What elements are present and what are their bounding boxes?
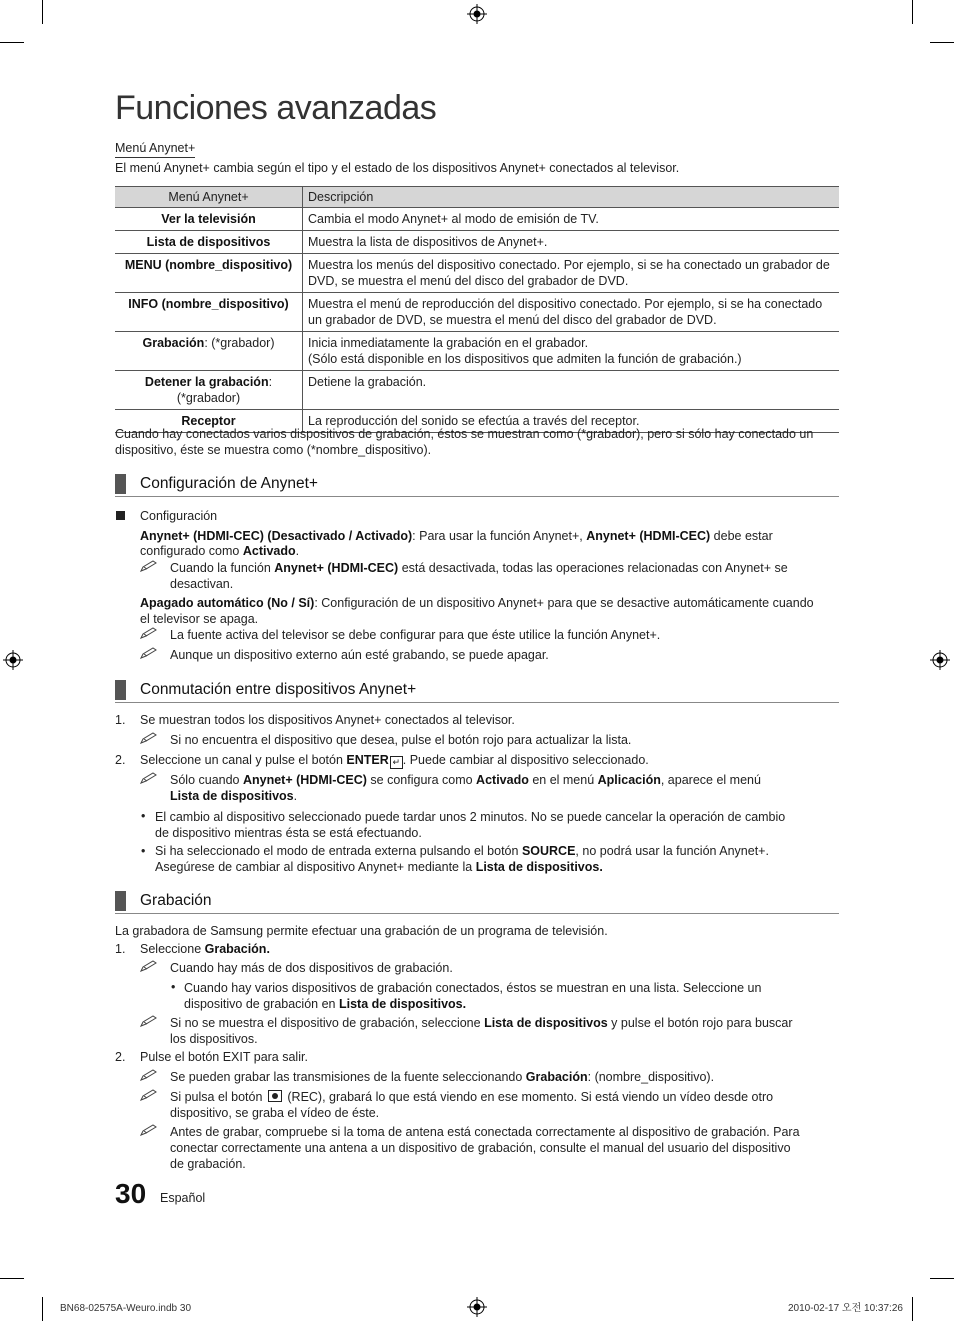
switch-step-2-note: Sólo cuando Anynet+ (HDMI-CEC) se configura como Activado en el menú Aplicación, aparece el menú Lista de dispositivos.	[170, 773, 761, 803]
row-description: La reproducción del sonido se efectúa a través del receptor.	[303, 410, 840, 433]
row-description: Detiene la grabación.	[303, 371, 840, 410]
section-bar	[115, 891, 126, 911]
switch-step-1-note: Si no encuentra el dispositivo que desea, pulse el botón rojo para actualizar la lista.	[170, 733, 632, 747]
crop-mark	[0, 1278, 24, 1279]
registration-mark-icon	[467, 4, 487, 24]
section-title: Conmutación entre dispositivos Anynet+	[140, 681, 417, 698]
row-description: Muestra el menú de reproducción del dispositivo conectado. Por ejemplo, si se ha conectado un grabador de DVD, se muestra el menú del disco del grabador de DVD.	[303, 293, 840, 332]
note-pencil-icon	[140, 559, 156, 573]
bullet-dot-icon: •	[141, 809, 146, 823]
table-row	[115, 208, 839, 231]
rec-note-1: Cuando hay más de dos dispositivos de grabación.	[170, 961, 453, 975]
config-hdmi-cec-line: Anynet+ (HDMI-CEC) (Desactivado / Activado): Para usar la función Anynet+, Anynet+ (HDMI-CEC) debe estar	[140, 529, 773, 543]
row-menu: Receptor	[115, 410, 303, 433]
step-number: 2.	[115, 1050, 126, 1064]
config-note-1: Cuando la función Anynet+ (HDMI-CEC) está desactivada, todas las operaciones relacionadas con Anynet+ se desactivan.	[170, 561, 788, 591]
crop-mark	[0, 42, 24, 43]
config-auto-off: Apagado automático (No / Sí): Configuración de un dispositivo Anynet+ para que se desactive automáticamente cuando el televisor se apaga.	[140, 596, 814, 626]
note-pencil-icon	[140, 731, 156, 745]
footer-date: 2010-02-17 오전 10:37:26	[788, 1303, 903, 1314]
switch-step-1: Se muestran todos los dispositivos Anynet+ conectados al televisor.	[140, 713, 515, 727]
square-bullet-icon	[116, 511, 125, 520]
row-menu: Grabación: (*grabador)	[115, 332, 303, 371]
config-bullet-label: Configuración	[140, 509, 218, 523]
page-number: 30	[115, 1178, 147, 1209]
table-row	[115, 231, 839, 254]
config-note-2: La fuente activa del televisor se debe configurar para que éste utilice la función Anynet+.	[170, 628, 661, 642]
note-pencil-icon	[140, 646, 156, 660]
step-number: 2.	[115, 753, 126, 767]
crop-mark	[42, 0, 43, 24]
anynet-menu-table	[115, 186, 839, 433]
menu-intro: El menú Anynet+ cambia según el tipo y el estado de los dispositivos Anynet+ conectados al televisor.	[115, 161, 680, 175]
registration-mark-icon	[467, 1297, 487, 1317]
section-recording	[115, 891, 839, 914]
rec-step-1: Seleccione Grabación.	[140, 942, 270, 956]
row-description: Inicia inmediatamente la grabación en el grabador. (Sólo está disponible en los dispositivos que admiten la función de grabación.)	[303, 332, 840, 371]
enter-icon: ↵	[390, 756, 403, 769]
note-pencil-icon	[140, 959, 156, 973]
step-number: 1.	[115, 942, 126, 956]
rec-note-3: Se pueden grabar las transmisiones de la fuente seleccionando Grabación: (nombre_dispositivo).	[170, 1070, 715, 1084]
crop-mark	[930, 42, 954, 43]
row-menu: MENU (nombre_dispositivo)	[115, 254, 303, 293]
note-pencil-icon	[140, 1068, 156, 1082]
table-row	[115, 332, 839, 371]
crop-mark	[930, 1278, 954, 1279]
after-table-note: Cuando hay conectados varios dispositivos de grabación, éstos se muestran como (*grabador), pero si sólo hay conectado un dispositivo, éste se muestra como (*nombre_dispositivo).	[115, 427, 814, 457]
rec-button-icon	[268, 1090, 282, 1102]
switch-bullet-2: Si ha seleccionado el modo de entrada externa pulsando el botón SOURCE, no podrá usar la función Anynet+. Asegúrese de cambiar al dispositivo Anynet+ mediante la Lista de dispositivos.	[155, 844, 769, 874]
switch-bullet-1: El cambio al dispositivo seleccionado puede tardar unos 2 minutos. No se puede cancelar la operación de cambio de dispositivo mientras ésta se está efectuando.	[155, 810, 786, 840]
row-description: Muestra los menús del dispositivo conectado. Por ejemplo, si se ha conectado un grabador de DVD, se muestra el menú del disco del grabador de DVD.	[303, 254, 840, 293]
switch-step-2: Seleccione un canal y pulse el botón ENTER ↵ . Puede cambiar al dispositivo seleccionado.	[140, 753, 649, 767]
section-switch-devices	[115, 680, 839, 703]
section-bar	[115, 474, 126, 494]
bullet-dot-icon: •	[141, 844, 146, 858]
crop-mark	[912, 1297, 913, 1321]
footer-file: BN68-02575A-Weuro.indb 30	[60, 1303, 192, 1314]
table-row	[115, 254, 839, 293]
table-header-description: Descripción	[303, 187, 840, 208]
rec-sub-bullet: Cuando hay varios dispositivos de grabación conectados, éstos se muestran en una lista. Seleccione un dispositivo de grabación en Lista de dispositivos.	[184, 981, 762, 1011]
menu-anynet-heading: Menú Anynet+	[115, 140, 195, 158]
section-title: Configuración de Anynet+	[140, 475, 318, 492]
section-bar	[115, 680, 126, 700]
note-pencil-icon	[140, 1088, 156, 1102]
table-header-menu: Menú Anynet+	[115, 187, 303, 208]
rec-step-2: Pulse el botón EXIT para salir.	[140, 1050, 308, 1064]
rec-note-2: Si no se muestra el dispositivo de grabación, seleccione Lista de dispositivos y pulse el botón rojo para buscar los dispositivos.	[170, 1016, 793, 1046]
crop-mark	[42, 1297, 43, 1321]
rec-note-5: Antes de grabar, compruebe si la toma de antena está conectada correctamente al dispositivo de grabación. Para conectar correctamente una antena a un dispositivo de grabación, consulte el manual del usuario del dispositivo de grabación.	[170, 1125, 800, 1171]
row-menu: Detener la grabación: (*grabador)	[115, 371, 303, 410]
registration-mark-icon	[930, 650, 950, 670]
row-description: Cambia el modo Anynet+ al modo de emisión de TV.	[303, 208, 840, 231]
crop-mark	[912, 0, 913, 24]
bullet-dot-icon: •	[171, 980, 176, 994]
note-pencil-icon	[140, 1014, 156, 1028]
row-description: Muestra la lista de dispositivos de Anynet+.	[303, 231, 840, 254]
page-title: Funciones avanzadas	[115, 89, 437, 127]
registration-mark-icon	[3, 650, 23, 670]
step-number: 1.	[115, 713, 126, 727]
section-title: Grabación	[140, 892, 212, 909]
row-menu: Lista de dispositivos	[115, 231, 303, 254]
table-row	[115, 371, 839, 410]
row-menu: INFO (nombre_dispositivo)	[115, 293, 303, 332]
recording-intro: La grabadora de Samsung permite efectuar una grabación de un programa de televisión.	[115, 924, 608, 938]
note-pencil-icon	[140, 1123, 156, 1137]
note-pencil-icon	[140, 771, 156, 785]
config-hdmi-cec-line2: configurado como Activado.	[140, 544, 300, 558]
rec-note-4: Si pulsa el botón (REC), grabará lo que está viendo en ese momento. Si está viendo un vídeo desde otro dispositivo, se graba el vídeo de éste.	[170, 1090, 774, 1120]
section-config-anynet	[115, 474, 839, 497]
config-note-3: Aunque un dispositivo externo aún esté grabando, se puede apagar.	[170, 648, 549, 662]
note-pencil-icon	[140, 626, 156, 640]
table-header-row	[115, 187, 839, 208]
row-menu: Ver la televisión	[115, 208, 303, 231]
table-row	[115, 293, 839, 332]
page-language: Español	[160, 1191, 206, 1205]
